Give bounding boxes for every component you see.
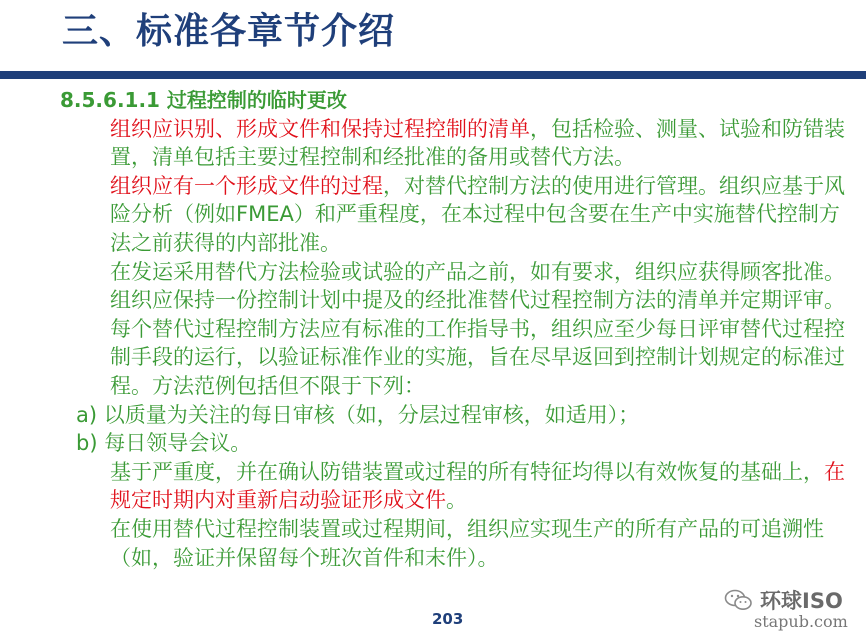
slide-title: 三、标准各章节介绍 (62, 11, 396, 52)
highlight-text: 组织应识别、形成文件和保持过程控制的清单 (110, 116, 530, 141)
title-divider (0, 71, 866, 79)
paragraph-1 (60, 115, 850, 172)
body-text: 基于严重度，并在确认防错装置或过程的所有特征均得以有效恢复的基础上， (110, 459, 824, 484)
watermark-text: 环球ISO (760, 589, 843, 613)
body-text: ，包括检验、测量、试验和防错装置，清单包括主要过程控制和经批准的备用或替代方法。 (110, 116, 845, 170)
paragraph-6: 在使用替代过程控制装置或过程期间，组织应实现生产的所有产品的可追溯性（如，验证并保留每个班次首件和末件）。 (110, 516, 824, 570)
list-item-a: a) 以质量为关注的每日审核（如，分层过程审核，如适用）； (76, 402, 640, 427)
highlight-text: 组织应有一个形成文件的过程 (110, 173, 383, 198)
highlight-text: 在规定时期内对重新启动验证形成文件 (110, 459, 845, 513)
body-text: ，对替代控制方法的使用进行管理。组织应基于风险分析（例如FMEA）和严重程度，在本过程中包含要在生产中实施替代控制方法之前获得的内部批准。 (110, 173, 845, 255)
site-url: stapub.com (754, 612, 848, 631)
paragraph-5 (60, 458, 850, 515)
paragraph-2 (60, 172, 850, 258)
body-text: 。 (446, 488, 467, 513)
paragraph-3: 在发运采用替代方法检验或试验的产品之前，如有要求，组织应获得顾客批准。组织应保持一份控制计划中提及的经批准替代过程控制方法的清单并定期评审。 (110, 259, 845, 313)
page-number: 203 (432, 610, 464, 628)
wechat-icon (724, 588, 754, 612)
watermark (724, 585, 843, 615)
list-item-b: b) 每日领导会议。 (76, 431, 252, 456)
section-heading: 8.5.6.1.1 过程控制的临时更改 (60, 88, 347, 112)
paragraph-4: 每个替代过程控制方法应有标准的工作指导书，组织应至少每日评审替代过程控制手段的运行，以验证标准作业的实施，旨在尽早返回到控制计划规定的标准过程。方法范例包括但不限于下列： (110, 316, 845, 398)
content-body (60, 86, 850, 572)
